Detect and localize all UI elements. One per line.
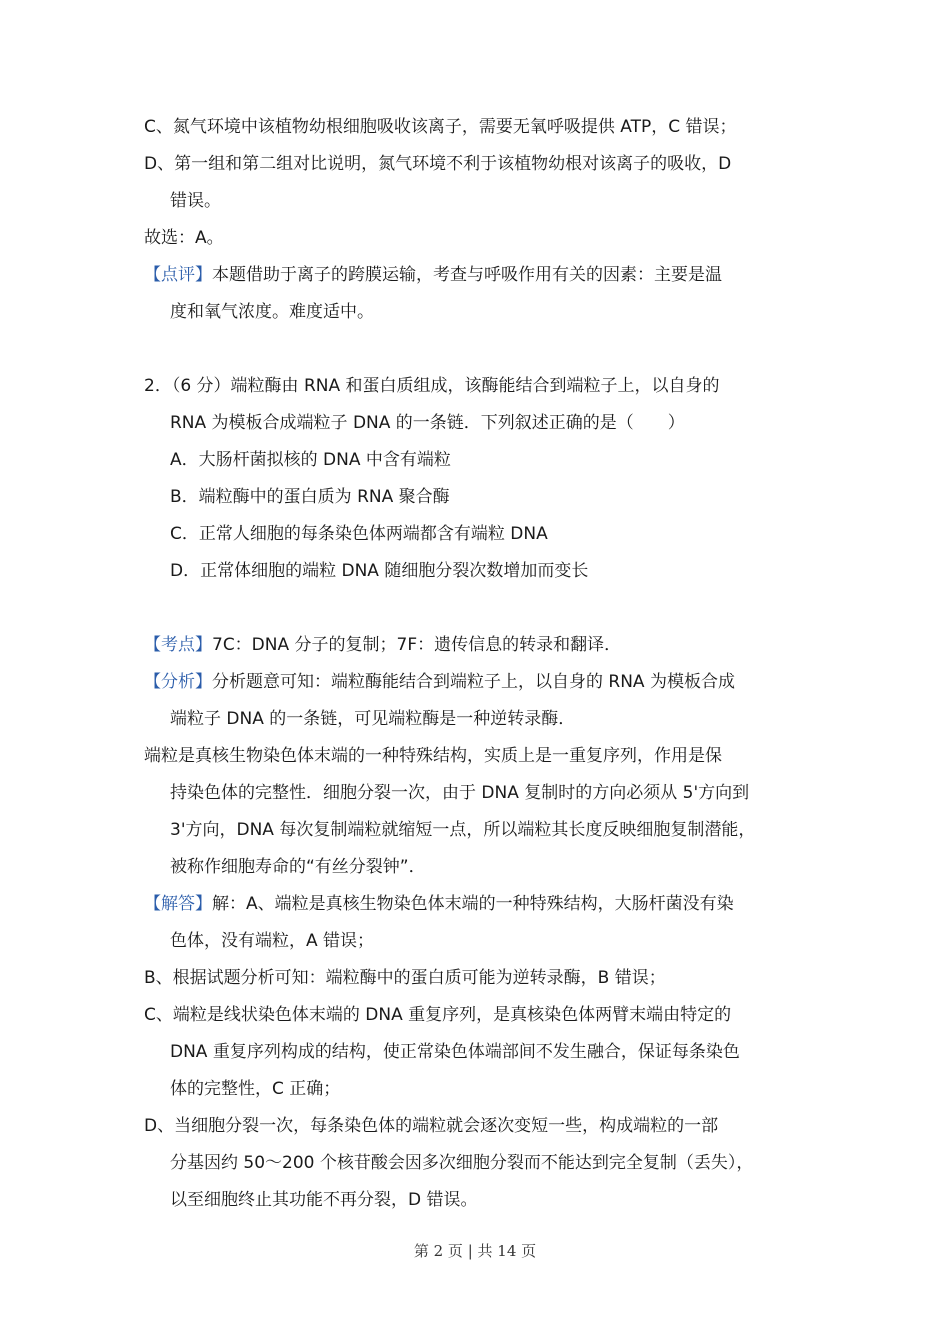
q2-jieda-cont: 色体，没有端粒，A 错误；	[170, 931, 375, 951]
q1-option-d-explanation-cont: 错误。	[170, 191, 221, 211]
q2-paragraph: 端粒是真核生物染色体末端的一种特殊结构，实质上是一重复序列，作用是保	[144, 746, 722, 766]
page-footer: 第 2 页 | 共 14 页	[413, 1242, 537, 1260]
q1-comment	[144, 257, 816, 294]
q2-paragraph-cont-3: 被称作细胞寿命的“有丝分裂钟”．	[170, 857, 426, 877]
q2-option-d-explanation-cont-1: 分基因约 50～200 个核苷酸会因多次细胞分裂而不能达到完全复制（丢失），	[170, 1153, 754, 1173]
q2-stem: 2．（6 分）端粒酶由 RNA 和蛋白质组成，该酶能结合到端粒子上，以自身的	[144, 376, 720, 396]
kaodian-tag: 【考点】	[144, 635, 212, 655]
q2-option-d-explanation-cont-2: 以至细胞终止其功能不再分裂，D 错误。	[170, 1190, 478, 1210]
fenxi-text: 分析题意可知：端粒酶能结合到端粒子上，以自身的 RNA 为模板合成	[212, 672, 735, 692]
q2-option-c: C．正常人细胞的每条染色体两端都含有端粒 DNA	[170, 524, 548, 544]
q1-option-d-explanation: D、第一组和第二组对比说明，氮气环境不利于该植物幼根对该离子的吸收，D	[144, 154, 732, 174]
q1-comment-cont: 度和氧气浓度。难度适中。	[170, 302, 374, 322]
fenxi-tag: 【分析】	[144, 672, 212, 692]
q2-option-c-explanation-cont-1: DNA 重复序列构成的结构，使正常染色体端部间不发生融合，保证每条染色	[170, 1042, 740, 1062]
q2-jieda	[144, 886, 816, 923]
kaodian-text: 7C：DNA 分子的复制；7F：遗传信息的转录和翻译．	[212, 635, 622, 655]
q2-option-b: B．端粒酶中的蛋白质为 RNA 聚合酶	[170, 487, 450, 507]
q2-option-d-explanation: D、当细胞分裂一次，每条染色体的端粒就会逐次变短一些，构成端粒的一部	[144, 1116, 719, 1136]
q2-fenxi	[144, 664, 816, 701]
q2-fenxi-cont: 端粒子 DNA 的一条链，可见端粒酶是一种逆转录酶．	[170, 709, 576, 729]
page-content	[144, 109, 816, 1219]
q2-option-c-explanation: C、端粒是线状染色体末端的 DNA 重复序列，是真核染色体两臂末端由特定的	[144, 1005, 732, 1025]
q2-kaodian	[144, 627, 816, 664]
jieda-tag: 【解答】	[144, 894, 212, 914]
q2-stem-cont: RNA 为模板合成端粒子 DNA 的一条链．下列叙述正确的是（ ）	[170, 413, 685, 433]
q1-answer: 故选：A。	[144, 228, 224, 248]
q2-option-a: A．大肠杆菌拟核的 DNA 中含有端粒	[170, 450, 451, 470]
q2-option-d: D．正常体细胞的端粒 DNA 随细胞分裂次数增加而变长	[170, 561, 589, 581]
q2-paragraph-cont-1: 持染色体的完整性．细胞分裂一次，由于 DNA 复制时的方向必须从 5'方向到	[170, 783, 750, 803]
q2-option-b-explanation: B、根据试题分析可知：端粒酶中的蛋白质可能为逆转录酶，B 错误；	[144, 968, 666, 988]
spacer	[144, 331, 816, 368]
jieda-text: 解：A、端粒是真核生物染色体末端的一种特殊结构，大肠杆菌没有染	[212, 894, 734, 914]
comment-text: 本题借助于离子的跨膜运输，考查与呼吸作用有关的因素：主要是温	[212, 265, 722, 285]
q2-paragraph-cont-2: 3'方向，DNA 每次复制端粒就缩短一点，所以端粒其长度反映细胞复制潜能，	[170, 820, 756, 840]
q2-option-c-explanation-cont-2: 体的完整性，C 正确；	[170, 1079, 341, 1099]
q1-option-c-explanation: C、氮气环境中该植物幼根细胞吸收该离子，需要无氧呼吸提供 ATP，C 错误；	[144, 117, 737, 137]
spacer	[144, 590, 816, 627]
comment-tag: 【点评】	[144, 265, 212, 285]
